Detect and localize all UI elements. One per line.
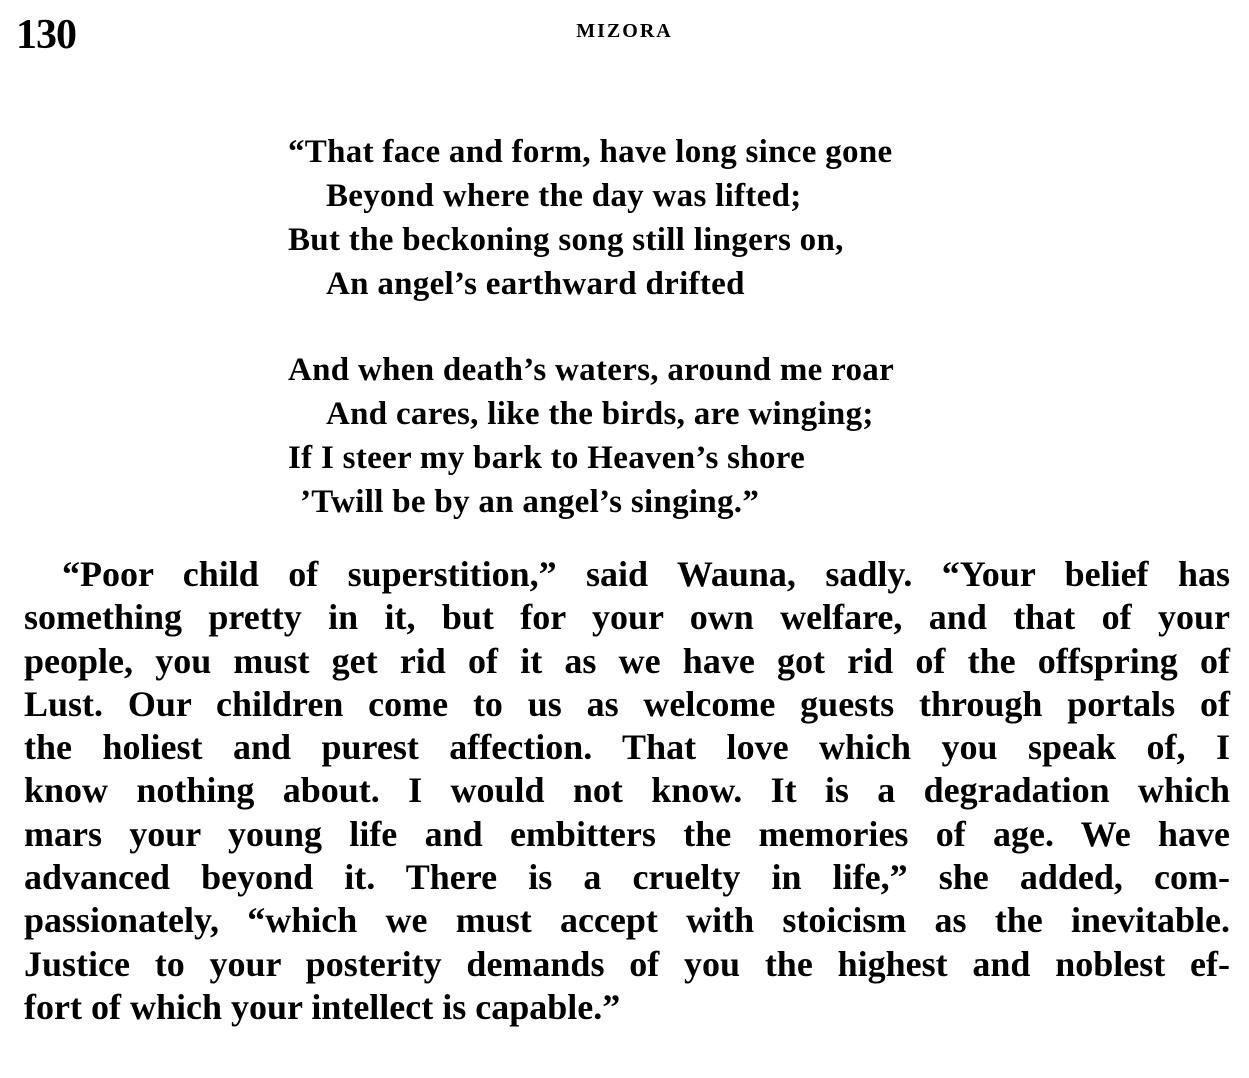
running-title: MIZORA — [576, 20, 673, 42]
prose-line: know nothing about. I would not know. It is a degradation which — [24, 770, 1230, 811]
prose-line: “Poor child of superstition,” said Wauna, sadly. “Your belief has — [62, 554, 1230, 594]
prose-line: passionately, “which we must accept with stoicism as the inevitable. — [24, 900, 1230, 941]
poem-line: And when death’s waters, around me roar — [288, 352, 895, 388]
prose-line: mars your young life and embitters the memories of age. We have — [24, 813, 1230, 854]
prose-line: something pretty in it, but for your own welfare, and that of your — [24, 597, 1230, 638]
poem — [288, 130, 894, 524]
poem-stanza — [288, 348, 894, 524]
poem-stanza — [288, 130, 894, 306]
poem-line: If I steer my bark to Heaven’s shore — [288, 440, 806, 476]
prose-line: fort of which your intellect is capable.” — [24, 986, 621, 1027]
poem-line: An angel’s earthward drifted — [326, 266, 745, 302]
prose-line: Justice to your posterity demands of you the highest and noblest ef- — [24, 943, 1230, 984]
page-number: 130 — [16, 12, 76, 58]
poem-line: ’Twill be by an angel’s singing.” — [300, 484, 760, 520]
poem-line: And cares, like the birds, are winging; — [326, 396, 874, 432]
stanza-gap — [288, 306, 894, 348]
prose-line: the holiest and purest affection. That love which you speak of, I — [24, 727, 1230, 768]
prose-paragraph — [24, 553, 1230, 1029]
prose-line: advanced beyond it. There is a cruelty in life,” she added, com- — [24, 857, 1230, 898]
prose-line: Lust. Our children come to us as welcome guests through portals of — [24, 683, 1230, 724]
poem-line: “That face and form, have long since gone — [288, 134, 893, 170]
poem-line: Beyond where the day was lifted; — [326, 178, 802, 214]
poem-line: But the beckoning song still lingers on, — [288, 222, 844, 258]
prose-line: people, you must get rid of it as we have got rid of the offspring of — [24, 640, 1230, 681]
